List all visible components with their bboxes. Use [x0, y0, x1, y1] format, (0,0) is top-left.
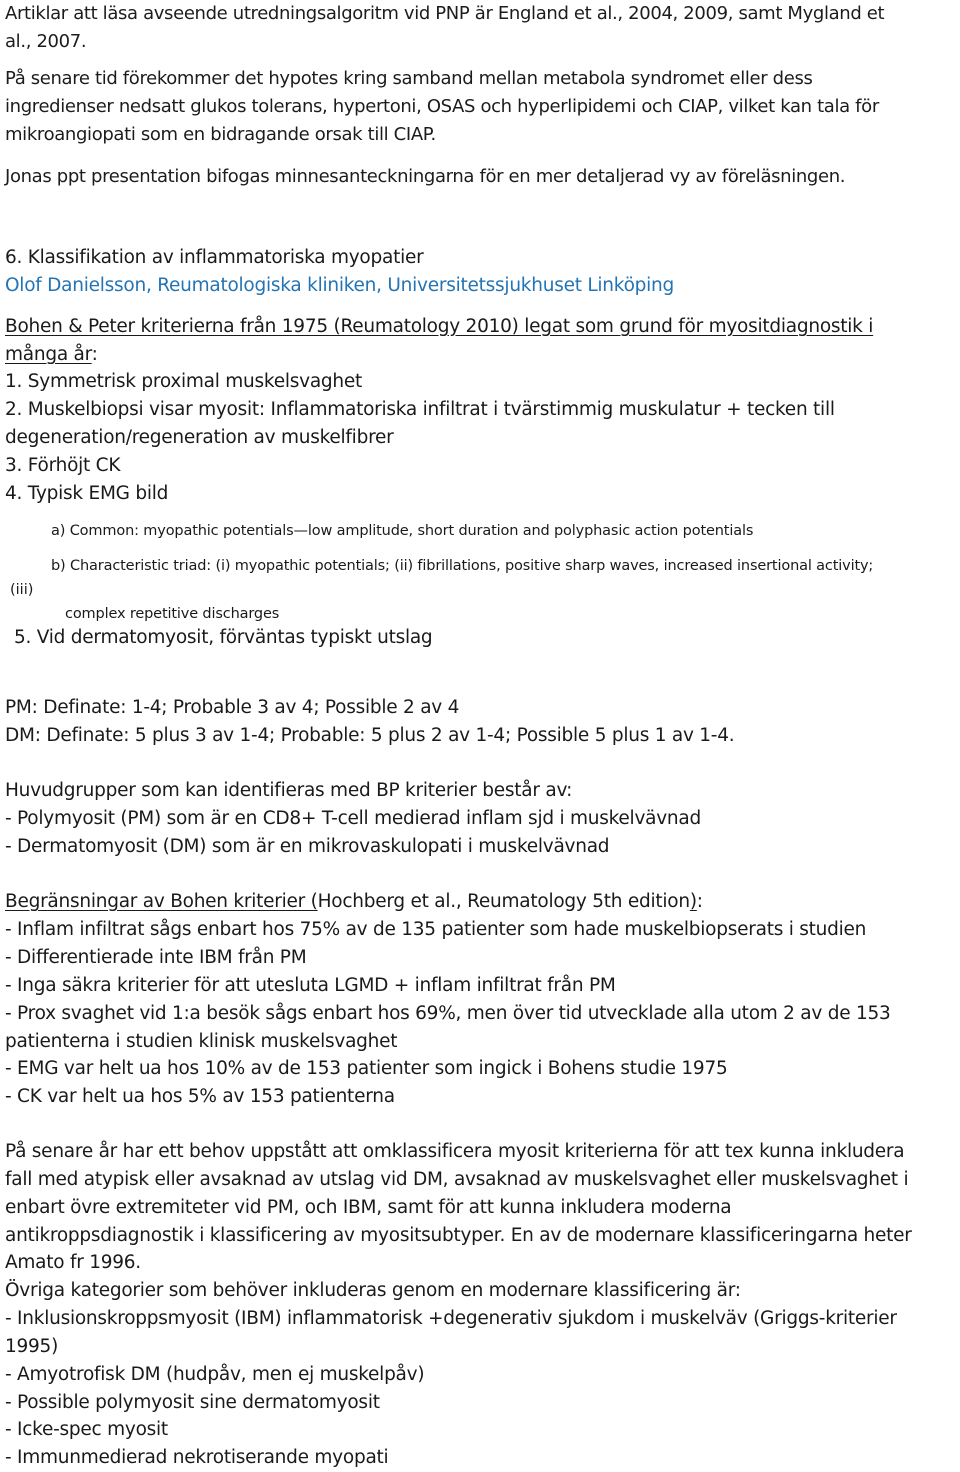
recent-line: Amato fr 1996. [5, 1252, 141, 1273]
limitations-item: - Prox svaghet vid 1:a besök sågs enbart hos 69%, men över tid utvecklade alla utom 2 av de 153 [5, 1003, 891, 1024]
intro-line: al., 2007. [5, 31, 87, 52]
emg-item-b: b) Characteristic triad: (i) myopathic potentials; (ii) fibrillations, positive sharp waves, increased insertional activity; [51, 558, 874, 574]
recent-line: antikroppsdiagnostik i klassificering av myositsubtyper. En av de modernare klassificeringarna heter [5, 1225, 912, 1246]
section-author: Olof Danielsson, Reumatologiska kliniken, Universitetssjukhuset Linköping [5, 275, 675, 296]
limitations-item: - EMG var helt ua hos 10% av de 153 patienter som ingick i Bohens studie 1975 [5, 1058, 728, 1079]
criterion-item: 3. Förhöjt CK [5, 455, 121, 476]
definition-pm: PM: Definate: 1-4; Probable 3 av 4; Possible 2 av 4 [5, 697, 460, 718]
recent-line: fall med atypisk eller avsaknad av utslag vid DM, avsaknad av muskelsvaghet eller muskelsvaghet i [5, 1169, 909, 1190]
intro-line: På senare tid förekommer det hypotes kring samband mellan metabola syndromet eller dess [5, 68, 813, 89]
limitations-title-paren: ) [689, 891, 697, 912]
definition-dm: DM: Definate: 5 plus 3 av 1-4; Probable: 5 plus 2 av 1-4; Possible 5 plus 1 av 1-4. [5, 725, 735, 746]
other-item: 1995) [5, 1336, 59, 1357]
bohen-colon: : [91, 344, 98, 365]
limitations-item: - CK var helt ua hos 5% av 153 patienterna [5, 1086, 395, 1107]
limitations-item: patienterna i studien klinisk muskelsvaghet [5, 1031, 398, 1052]
limitations-title-colon: : [696, 891, 703, 912]
criterion-item: degeneration/regeneration av muskelfibrer [5, 427, 394, 448]
groups-item: - Dermatomyosit (DM) som är en mikrovaskulopati i muskelvävnad [5, 836, 610, 857]
emg-item-iii-label: (iii) [10, 582, 34, 598]
limitations-title [5, 888, 703, 916]
other-title: Övriga kategorier som behöver inkluderas genom en modernare klassificering är: [5, 1280, 741, 1301]
criterion-item: 5. Vid dermatomyosit, förväntas typiskt utslag [14, 627, 433, 648]
bohen-intro-text: många år [5, 344, 92, 365]
limitations-item: - Inflam infiltrat sågs enbart hos 75% av de 135 patienter som hade muskelbiopserats i studien [5, 919, 867, 940]
groups-item: - Polymyosit (PM) som är en CD8+ T-cell medierad inflam sjd i muskelvävnad [5, 808, 701, 829]
bohen-intro-line [5, 341, 98, 369]
limitations-item: - Inga säkra kriterier för att utesluta LGMD + inflam infiltrat från PM [5, 975, 616, 996]
intro-line: Artiklar att läsa avseende utredningsalgoritm vid PNP är England et al., 2004, 2009, samt Mygland et [5, 3, 885, 24]
intro-line: Jonas ppt presentation bifogas minnesanteckningarna för en mer detaljerad vy av föreläsningen. [5, 166, 846, 187]
bohen-intro-line [5, 313, 873, 341]
other-item: - Inklusionskroppsmyosit (IBM) inflammatorisk +degenerativ sjukdom i muskelväv (Griggs-kriterier [5, 1308, 897, 1329]
recent-line: På senare år har ett behov uppstått att omklassificera myosit kriterierna för att tex kunna inkludera [5, 1141, 905, 1162]
other-item: - Amyotrofisk DM (hudpåv, men ej muskelpåv) [5, 1364, 425, 1385]
emg-item-a: a) Common: myopathic potentials—low amplitude, short duration and polyphasic action potentials [51, 523, 754, 539]
groups-title: Huvudgrupper som kan identifieras med BP kriterier består av: [5, 780, 573, 801]
limitations-item: - Differentierade inte IBM från PM [5, 947, 307, 968]
other-item: - Immunmedierad nekrotiserande myopati [5, 1447, 389, 1468]
emg-item-iii-text: complex repetitive discharges [65, 606, 280, 622]
limitations-title-underlined: Begränsningar av Bohen kriterier ( [5, 891, 318, 912]
other-item: - Possible polymyosit sine dermatomyosit [5, 1392, 380, 1413]
limitations-title-source: Hochberg et al., Reumatology 5th edition [317, 891, 690, 912]
section-heading: 6. Klassifikation av inflammatoriska myopatier [5, 247, 424, 268]
intro-line: ingredienser nedsatt glukos tolerans, hypertoni, OSAS och hyperlipidemi och CIAP, vilket kan tala för [5, 96, 879, 117]
other-item: - Icke-spec myosit [5, 1419, 168, 1440]
criterion-item: 2. Muskelbiopsi visar myosit: Inflammatoriska infiltrat i tvärstimmig muskulatur + tecken till [5, 399, 835, 420]
criterion-item: 1. Symmetrisk proximal muskelsvaghet [5, 371, 363, 392]
recent-line: enbart övre extremiteter vid PM, och IBM, samt för att kunna inkludera moderna [5, 1197, 732, 1218]
intro-line: mikroangiopati som en bidragande orsak till CIAP. [5, 124, 436, 145]
criterion-item: 4. Typisk EMG bild [5, 483, 169, 504]
bohen-intro-text: Bohen & Peter kriterierna från 1975 (Reumatology 2010) legat som grund för myositdiagnostik i [5, 316, 874, 337]
